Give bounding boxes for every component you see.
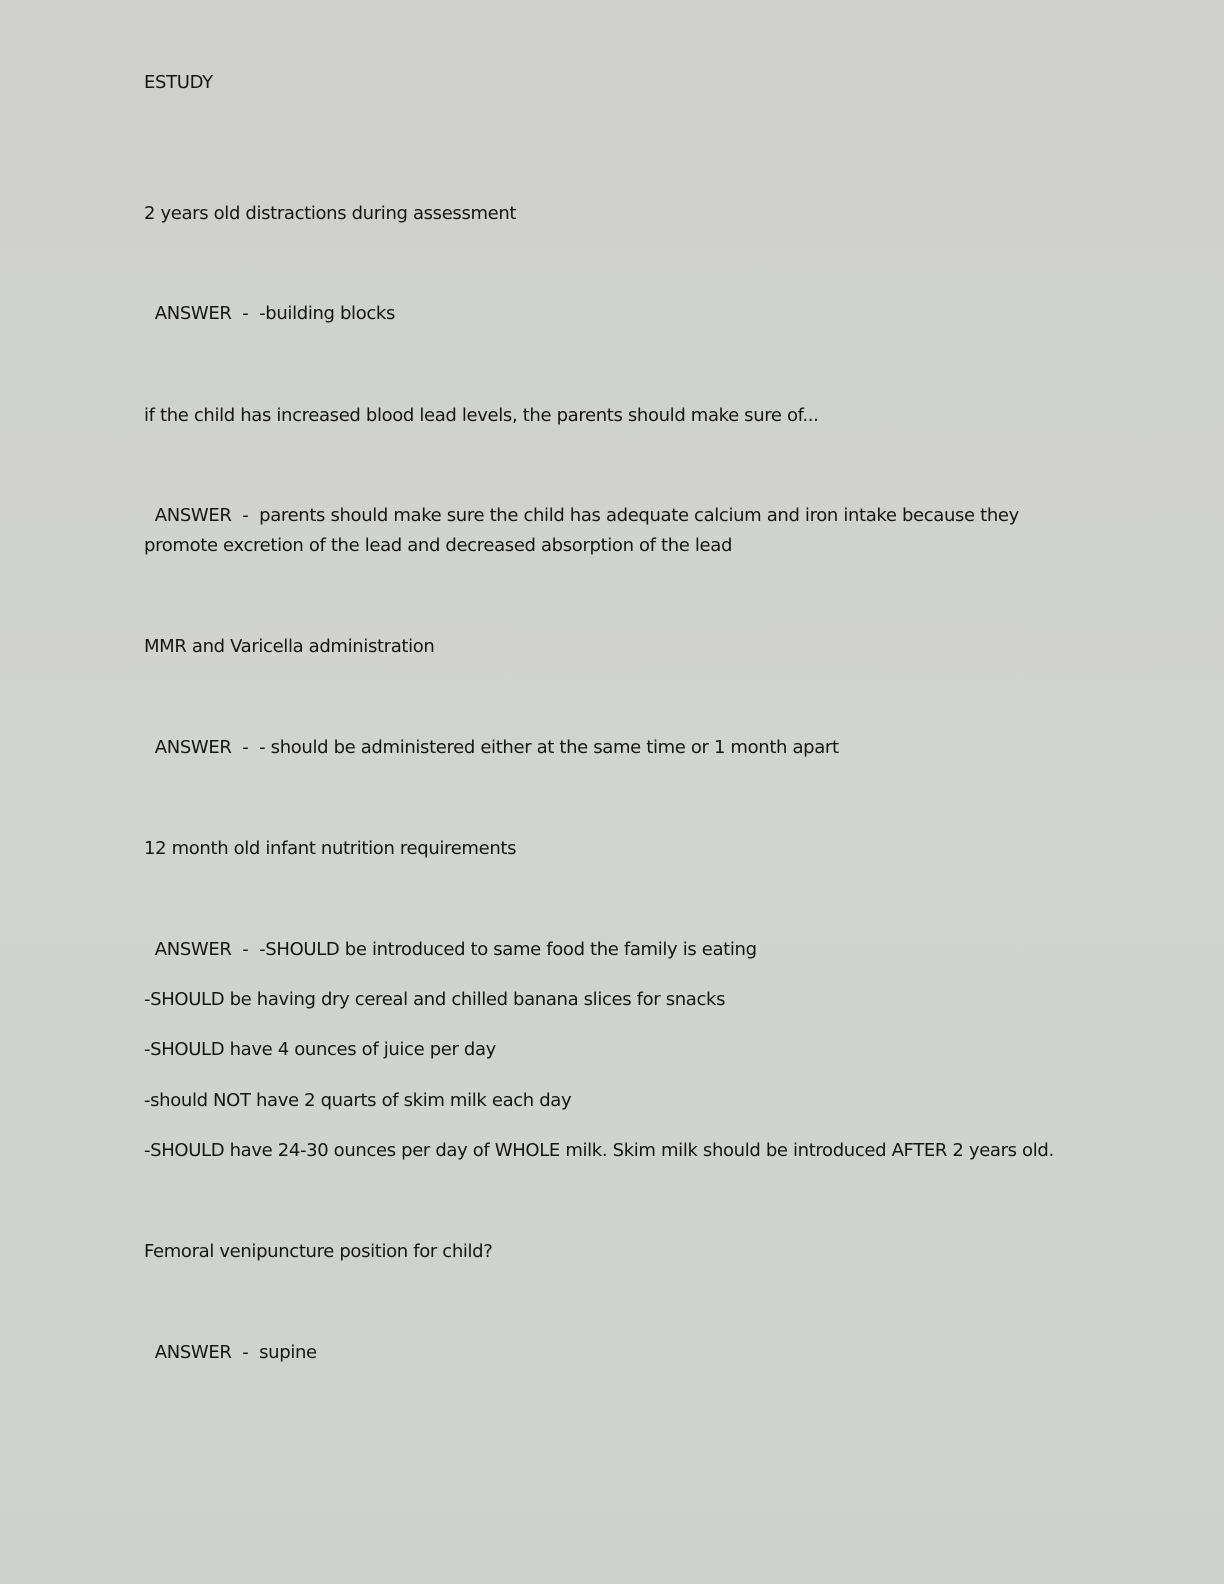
answer-4: ANSWER - -SHOULD be introduced to same food the family is eating (144, 939, 757, 960)
question-1: 2 years old distractions during assessment (144, 203, 517, 224)
answer-5: ANSWER - supine (144, 1342, 317, 1363)
question-2: if the child has increased blood lead levels, the parents should make sure of... (144, 405, 819, 426)
question-3: MMR and Varicella administration (144, 636, 435, 657)
question-4: 12 month old infant nutrition requirements (144, 838, 517, 859)
answer-2-line-2: promote excretion of the lead and decreased absorption of the lead (144, 535, 733, 556)
answer-3: ANSWER - - should be administered either at the same time or 1 month apart (144, 737, 839, 758)
answer-1: ANSWER - -building blocks (144, 303, 396, 324)
answer-2-line-1: ANSWER - parents should make sure the child has adequate calcium and iron intake because they (144, 505, 1019, 526)
answer-4-bullet-2: -SHOULD have 4 ounces of juice per day (144, 1039, 496, 1060)
answer-4-bullet-4: -SHOULD have 24-30 ounces per day of WHOLE milk. Skim milk should be introduced AFTER 2 years old. (144, 1140, 1054, 1161)
answer-4-bullet-1: -SHOULD be having dry cereal and chilled banana slices for snacks (144, 989, 726, 1010)
question-5: Femoral venipuncture position for child? (144, 1241, 493, 1262)
document-header: ESTUDY (144, 72, 213, 93)
answer-4-bullet-3: -should NOT have 2 quarts of skim milk each day (144, 1090, 572, 1111)
